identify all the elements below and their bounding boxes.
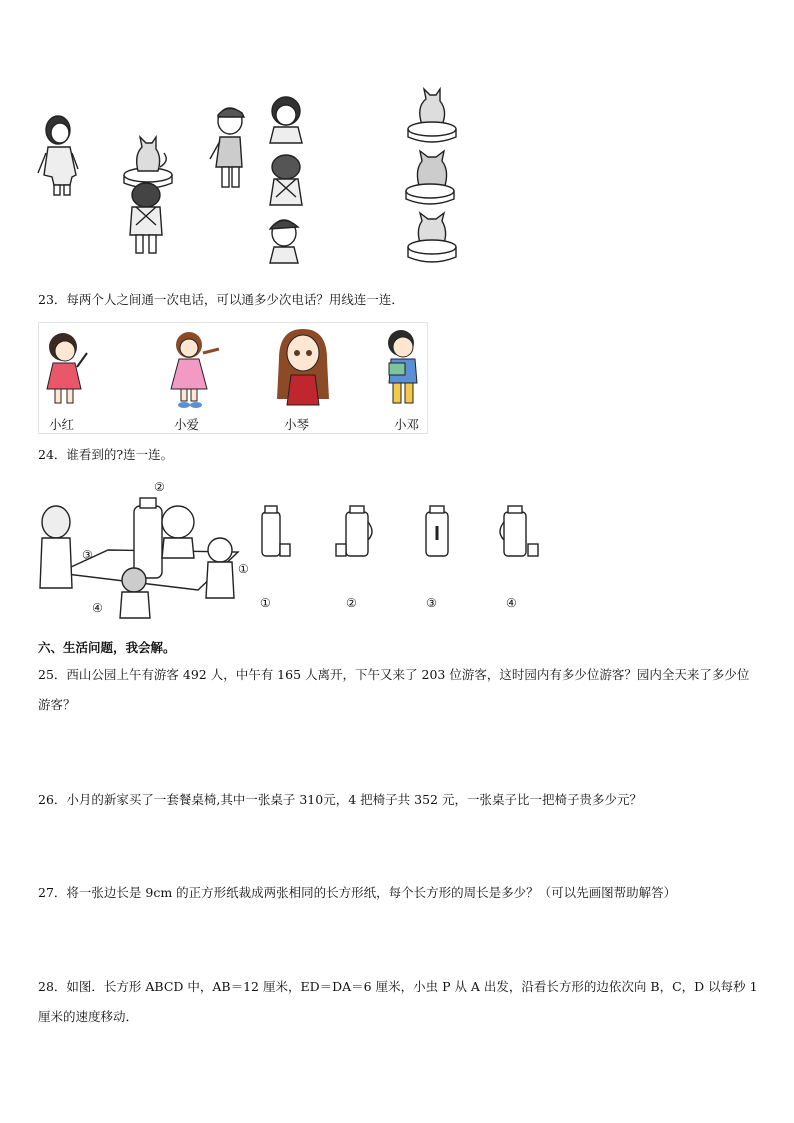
thermos-view-2 <box>334 504 384 564</box>
child-xiaoqin-figure <box>277 329 329 405</box>
cat-on-pedestal-center <box>124 137 172 188</box>
seat-label-1: ① <box>238 562 249 576</box>
boy-side-view <box>210 108 244 187</box>
q23-children-figure <box>39 323 427 413</box>
question-28-text: 28．如图．长方形 ABCD 中，AB＝12 厘米，ED＝DA＝6 厘米，小虫 P 从 A 出发，沿看长方形的边依次向 B，C，D 以每秒 1 厘米的速度移动． <box>38 979 758 1024</box>
table-with-thermos-scene <box>38 478 258 623</box>
question-26-text: 26．小月的新家买了一套餐桌椅,其中一张桌子 310元，4 把椅子共 352 元，一张桌子比一把椅子贵多少元？ <box>38 792 642 807</box>
child-name-xiaoai: 小爱 <box>174 417 200 432</box>
option-label-2: ② <box>346 596 357 610</box>
observers-figure <box>30 85 470 275</box>
option-label-3: ③ <box>426 596 437 610</box>
seat-label-4: ④ <box>92 601 103 615</box>
child-back-view <box>130 183 162 253</box>
cat-view-front <box>408 213 456 262</box>
child-name-xiaodeng: 小邓 <box>394 417 420 432</box>
thermos-view-4 <box>494 504 544 564</box>
section-6-title: 六、生活问题，我会解。 <box>38 640 176 655</box>
seat-label-2: ② <box>154 480 165 494</box>
option-label-1: ① <box>260 596 271 610</box>
child-xiaoai-figure <box>171 332 219 408</box>
child-xiaohong-figure <box>47 333 87 403</box>
boy-back-head <box>270 155 302 205</box>
child-xiaodeng-figure <box>388 330 417 403</box>
thermos-view-1 <box>256 504 296 564</box>
girl-figure-left <box>38 116 78 195</box>
question-24-text: 24．谁看到的?连一连。 <box>38 447 174 462</box>
question-23-text: 23．每两个人之间通一次电话，可以通多少次电话？用线连一连． <box>38 292 404 307</box>
boy-cap-front <box>270 220 298 263</box>
q23-children-panel <box>38 322 428 434</box>
option-label-4: ④ <box>506 596 517 610</box>
cat-view-side <box>408 89 456 142</box>
girl-head-front <box>270 97 302 143</box>
cat-view-back <box>406 151 454 204</box>
question-27-text: 27．将一张边长是 9cm 的正方形纸裁成两张相同的长方形纸，每个长方形的周长是多少？（可以先画图帮助解答） <box>38 885 677 900</box>
top-illustration <box>30 85 470 275</box>
q24-figure-area <box>38 478 538 623</box>
child-name-xiaoqin: 小琴 <box>284 417 310 432</box>
thermos-view-3 <box>418 504 458 564</box>
question-25-text: 25．西山公园上午有游客 492 人，中午有 165 人离开，下午又来了 203 位游客，这时园内有多少位游客？园内全天来了多少位游客？ <box>38 667 750 712</box>
seat-label-3: ③ <box>82 548 93 562</box>
child-name-xiaohong: 小红 <box>49 417 75 432</box>
